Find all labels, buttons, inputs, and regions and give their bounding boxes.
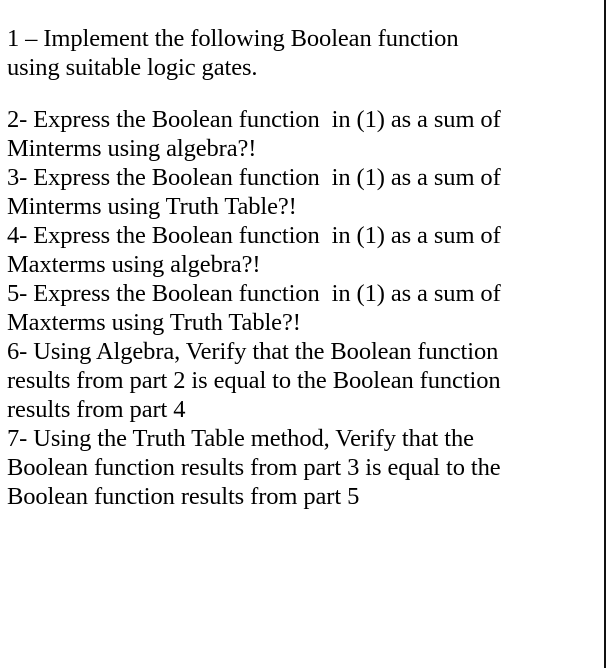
question-2-line-1: 2- Express the Boolean function in (1) as a sum of [7,106,501,133]
question-3-line-2: Minterms using Truth Table?! [7,193,297,220]
question-4-line-2: Maxterms using algebra?! [7,251,261,278]
question-5-line-2: Maxterms using Truth Table?! [7,309,301,336]
question-1-line-2: using suitable logic gates. [7,54,258,81]
paragraph-gap [7,82,527,105]
document-text [7,24,527,511]
question-3-line-1: 3- Express the Boolean function in (1) as a sum of [7,164,501,191]
question-6-line-1: 6- Using Algebra, Verify that the Boolean function [7,338,499,365]
question-1-line-1: 1 – Implement the following Boolean function [7,25,459,52]
question-5-line-1: 5- Express the Boolean function in (1) as a sum of [7,280,501,307]
question-6-line-2: results from part 2 is equal to the Boolean function [7,367,501,394]
question-6-line-3: results from part 4 [7,396,186,423]
question-7-line-2: Boolean function results from part 3 is equal to the [7,454,501,481]
question-7-line-1: 7- Using the Truth Table method, Verify that the [7,425,474,452]
question-7-line-3: Boolean function results from part 5 [7,483,360,510]
question-2-line-2: Minterms using algebra?! [7,135,257,162]
question-4-line-1: 4- Express the Boolean function in (1) as a sum of [7,222,501,249]
